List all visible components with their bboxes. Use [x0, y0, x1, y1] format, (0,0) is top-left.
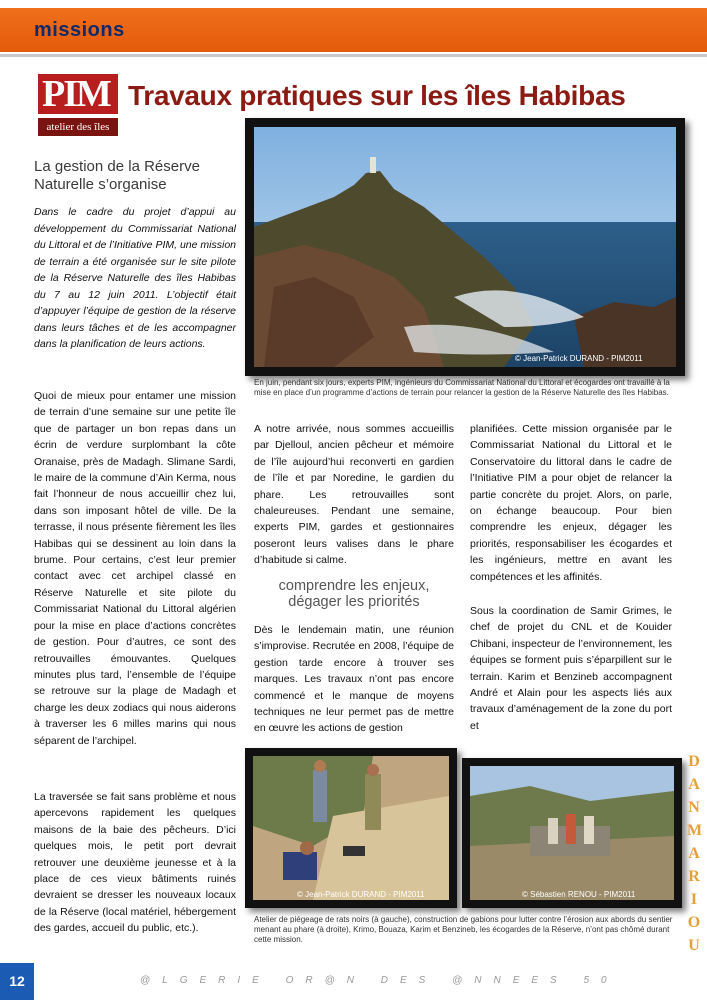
col2-paragraph-2: Dès le lendemain matin, une réunion s’improvise. Recrutée en 2008, l’équipe de gestion tarde encore à trouver ses marques. Les travaux n’ont pas encore commencé et le manque de moyens techniques ne leur permet pas de mettre en œuvre les actions de gestion — [254, 624, 454, 735]
col1-paragraph: Quoi de mieux pour entamer une mission de terrain d’une semaine sur une petite île que de partager un bon repas dans un écrin de verdure surplombant la côte Oranaise, près de Madagh. Slimane Sardi, le maire de la commune d’Ain Kerma, nous fait l’honneur de nous accueillir chez lui, dans son imposant hôtel de ville. De la terrasse, il nous présente fièrement les îles Habibas qui se dessinent au loin dans la brume. Pour certains, c’est leur premier contact avec cet archipel classé en Réserve Naturelle et site pilote du Commissariat National du Littoral algérien pour la mise en place d’actions concrètes de gestion. Pour d’autres, ce sont des retrouvailles émouvantes. Quelques minutes plus tard, l’ensemble de l’équipe se retrouve sur la plage de Madagh et charge les deux zodiacs qui nous aiderons à traverser les 6 milles marins qui nous séparent de l’archipel. — [34, 390, 236, 747]
main-photo — [254, 127, 676, 367]
col3-paragraph-2: Sous la coordination de Samir Grimes, le chef de projet du CNL et de Kouider Chibani, inspecteur de l’environnement, les équipes se forment puis s’éparpillent sur le terrain. Karim et Benzineb accompagnent André et Alain pour les aspects liés aux travaux d’aménagement de la zone du port et — [470, 605, 672, 732]
bottom-right-photo — [470, 766, 674, 900]
logo-word: PIM — [42, 73, 110, 115]
col1-paragraph-2: La traversée se fait sans problème et nous apercevons rapidement les quelques maisons de la baie des pêcheurs. D’ici quelques mois, le petit port devrait retrouver une deuxième jeunesse et à la place de ces vieux bâtiments ruinés devraient se dresser les nouveaux locaux de la Réserve (local matériel, hébergement des gardes, accueil du public, etc.). — [34, 791, 236, 935]
logo-tagline: atelier des îles — [38, 118, 118, 136]
section-label: missions — [34, 19, 125, 41]
gabion-construction-image — [470, 766, 674, 900]
bottom-photos-caption: Atelier de piégeage de rats noirs (à gauche), construction de gabions pour lutter contre l’érosion aux abords du sentier menant au phare (à droite), Krimo, Bouaza, Karim et Benzineb, les écogardes de la Réserve, n’ont pas chômé durant cette mission. — [254, 915, 673, 944]
col3-paragraph: planifiées. Cette mission organisée par le Commissariat National du Littoral et le Conservatoire du littoral dans le cadre de l’Initiative PIM a pour objet de relancer la partie concrète du projet. Alors, on parle, on échange beaucoup. Pour bien comprendre les enjeux, dégager les priorités, responsabiliser les écogardes et les ingénieurs, mettre en avant les compétences et les affinités. — [470, 423, 672, 583]
bottom-left-photo-credit: © Jean-Patrick DURAND - PIM2011 — [297, 890, 425, 899]
article-subtitle: La gestion de la Réserve Naturelle s’organise — [34, 158, 200, 193]
main-photo-credit: © Jean-Patrick DURAND - PIM2011 — [515, 354, 643, 363]
footer-tagline: @LGERIE OR@N DES @NNEES 50 — [140, 975, 619, 986]
col2-paragraph: A notre arrivée, nous sommes accueillis par Djelloul, ancien pêcheur et mémoire de l’île aujourd’hui reconverti en gardien de l’île et par Noredine, le gardien du phare. Les retrouvailles sont chaleureuses. Pendant une semaine, experts PIM, gardes et gestionnaires poseront leurs valises dans le phare d’habitude si calme. — [254, 423, 454, 567]
side-vertical-label-text: DANMARIOU — [687, 753, 703, 954]
coastline-image — [254, 127, 676, 367]
rat-trap-workshop-image — [253, 756, 449, 900]
main-photo-caption: En juin, pendant six jours, experts PIM, ingénieurs du Commissariat National du Littoral et écogardes ont travaillé à la mise en place d’un programme d’actions de terrain pour relancer la gestion de la Réserve Naturelle des îles Habibas. — [254, 378, 670, 397]
side-vertical-label — [680, 750, 707, 957]
main-photo-frame — [245, 118, 685, 376]
intro-paragraph: Dans le cadre du projet d’appui au développement du Commissariat National du Littoral et de l’Initiative PIM, une mission de terrain a été organisée sur le site pilote de la Réserve Naturelle des îles Habibas du 7 au 12 juin 2011. L’objectif était d’appuyer l’équipe de gestion de la réserve dans leurs tâches et de les accompagner dans la planification de leurs actions. — [34, 206, 236, 350]
section-heading: comprendre les enjeux, dégager les priorités — [278, 578, 430, 610]
bottom-left-photo — [253, 756, 449, 900]
bottom-right-photo-credit: © Sébastien RENOU - PIM2011 — [522, 890, 636, 899]
page-number: 12 — [0, 963, 34, 1000]
article-title: Travaux pratiques sur les îles Habibas — [128, 80, 626, 111]
pim-logo — [38, 74, 118, 138]
bottom-left-photo-frame — [245, 748, 457, 908]
section-header-bar — [0, 8, 707, 54]
bottom-right-photo-frame — [462, 758, 682, 908]
